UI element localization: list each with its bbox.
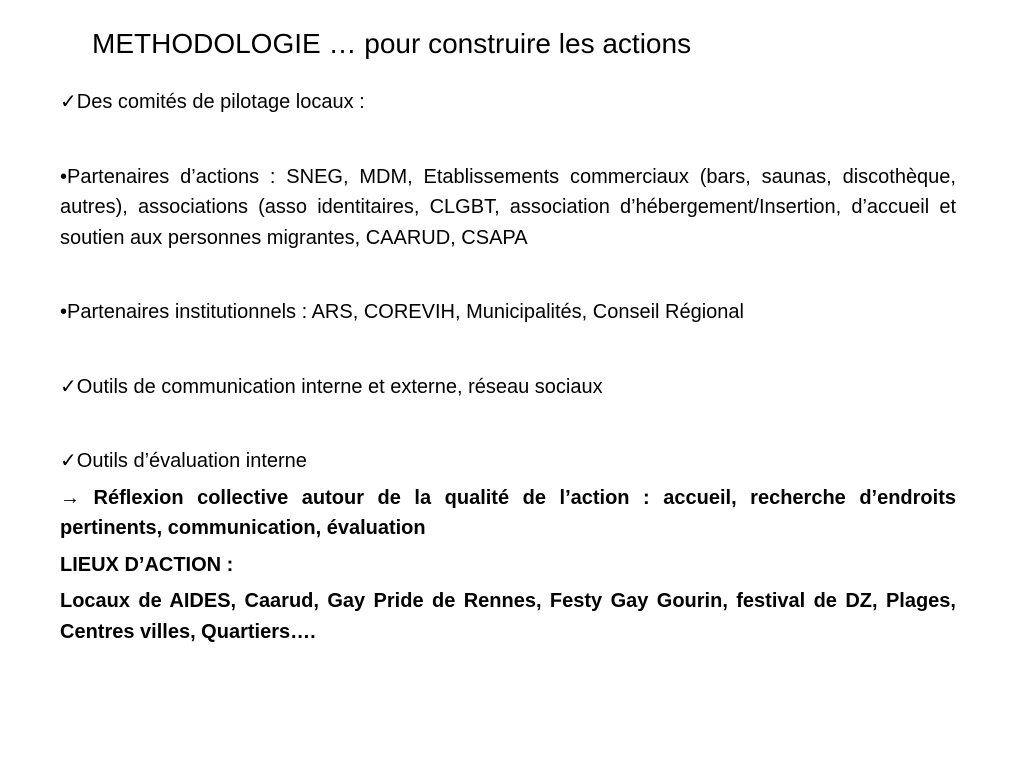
item-text: Partenaires institutionnels : ARS, COREVIH, Municipalités, Conseil Régional bbox=[67, 301, 744, 323]
bullet-item-institutional-partners bbox=[60, 297, 956, 328]
checkmark-icon: ✓ bbox=[60, 450, 77, 472]
item-text: Des comités de pilotage locaux : bbox=[76, 91, 365, 113]
item-text: Réflexion collective autour de la qualité de l’action : accueil, recherche d’endroits pertinents, communication, évaluation bbox=[60, 486, 956, 539]
checkmark-icon: ✓ bbox=[60, 91, 77, 113]
bullet-icon: • bbox=[60, 301, 68, 323]
right-arrow-icon: → bbox=[60, 486, 80, 509]
checklist-item-steering-committees bbox=[60, 87, 956, 118]
checkmark-icon: ✓ bbox=[60, 375, 77, 398]
checklist-item-communication-tools bbox=[60, 372, 956, 403]
item-text: Partenaires d’actions : SNEG, MDM, Etablissements commerciaux (bars, saunas, discothèque, autres), associations (asso identitaires, CLGBT, association d’hébergement/Insertion, d’accueil et soutien aux personnes migrantes, CAARUD, CSAPA bbox=[60, 165, 956, 249]
bullet-item-action-partners bbox=[60, 162, 956, 254]
slide-title: METHODOLOGIE … pour construire les actions bbox=[92, 28, 692, 59]
bullet-icon: • bbox=[60, 165, 68, 188]
section-heading-action-locations: LIEUX D’ACTION : bbox=[60, 553, 234, 576]
item-text: Outils d’évaluation interne bbox=[76, 450, 307, 472]
slide-body bbox=[60, 87, 956, 647]
checklist-item-evaluation-tools bbox=[60, 446, 956, 477]
arrow-item-collective-reflection bbox=[60, 483, 956, 544]
item-text: Outils de communication interne et externe, réseau sociaux bbox=[76, 375, 603, 398]
action-locations-list: Locaux de AIDES, Caarud, Gay Pride de Rennes, Festy Gay Gourin, festival de DZ, Plages, Centres villes, Quartiers…. bbox=[60, 590, 956, 643]
